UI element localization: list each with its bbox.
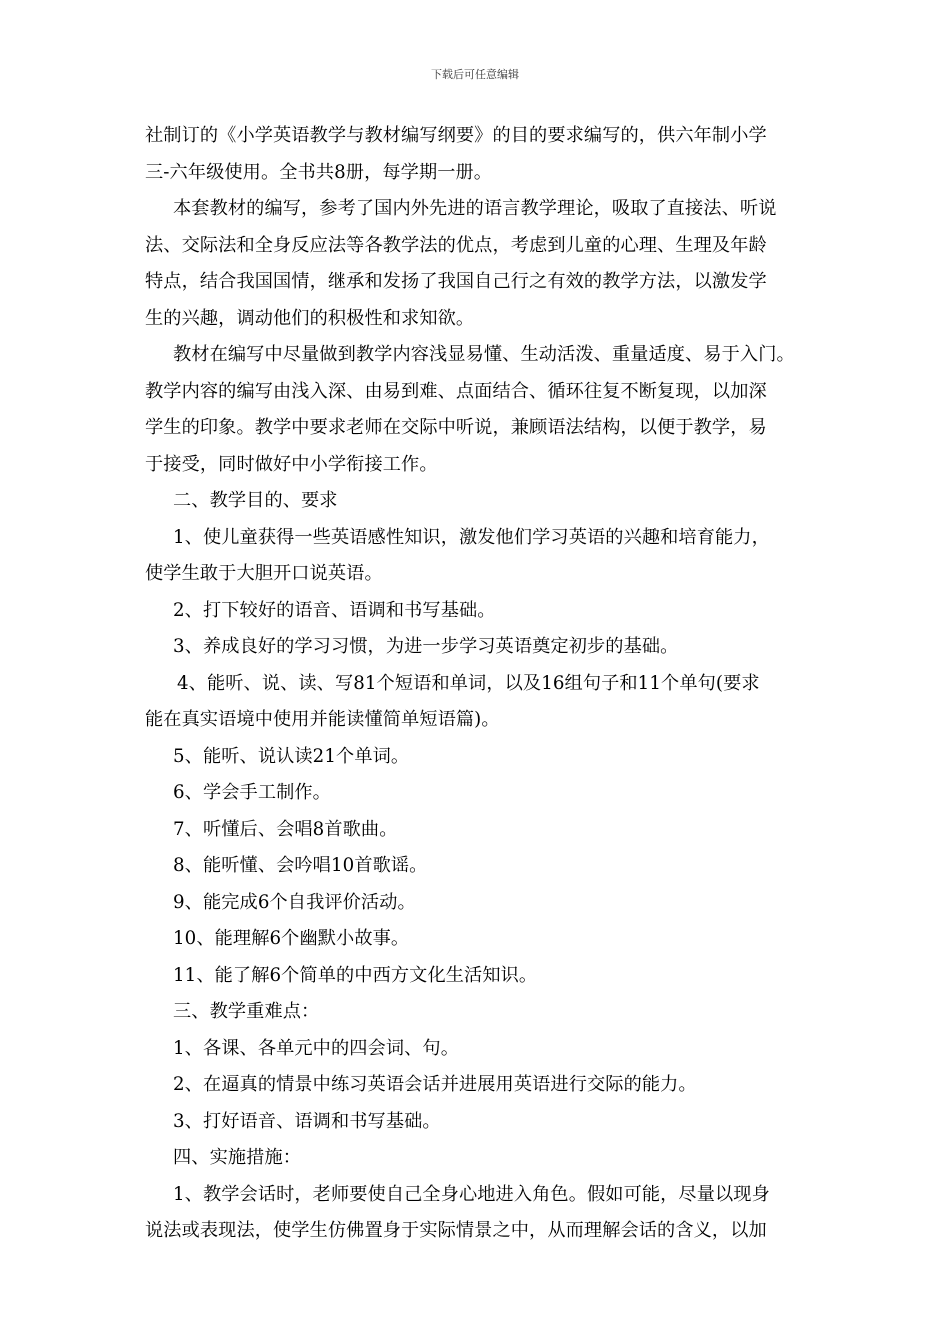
list-item: 5、能听、说认读21个单词。 — [173, 745, 410, 767]
text-line: 于接受，同时做好中小学衔接工作。 — [145, 453, 438, 475]
text-line: 特点，结合我国国情，继承和发扬了我国自己行之有效的教学方法，以激发学 — [145, 271, 767, 292]
text-line: 学生的印象。教学中要求老师在交际中听说，兼顾语法结构，以便于教学，易 — [145, 417, 767, 438]
text-line: 说法或表现法，使学生仿佛置身于实际情景之中，从而理解会话的含义，以加 — [145, 1220, 767, 1241]
list-item: 1、教学会话时，老师要使自己全身心地进入角色。假如可能，尽量以现身 — [173, 1183, 770, 1205]
list-item: 4、能听、说、读、写81个短语和单词，以及16组句子和11个单句(要求 — [177, 672, 760, 694]
text-line: 法、交际法和全身反应法等各教学法的优点，考虑到儿童的心理、生理及年龄 — [145, 234, 767, 256]
page-header: 下载后可任意编辑 — [431, 68, 519, 81]
text-line: 教材在编写中尽量做到教学内容浅显易懂、生动活泼、重量适度、易于入门。 — [173, 344, 795, 365]
text-line: 能在真实语境中使用并能读懂简单短语篇)。 — [145, 709, 500, 730]
text-line: 教学内容的编写由浅入深、由易到难、点面结合、循环往复不断复现，以加深 — [145, 380, 767, 402]
list-item: 6、学会手工制作。 — [173, 782, 331, 803]
section-heading: 四、实施措施： — [173, 1147, 302, 1168]
list-item: 7、听懂后、会唱8首歌曲。 — [173, 818, 398, 840]
text-line: 生的兴趣，调动他们的积极性和求知欲。 — [145, 307, 475, 329]
list-item: 1、各课、各单元中的四会词、句。 — [173, 1037, 459, 1059]
list-item: 2、打下较好的语音、语调和书写基础。 — [173, 599, 496, 621]
section-heading: 二、教学目的、要求 — [173, 490, 338, 511]
list-item: 1、使儿童获得一些英语感性知识，激发他们学习英语的兴趣和培育能力， — [173, 526, 770, 548]
text-line: 本套教材的编写，参考了国内外先进的语言教学理论，吸取了直接法、听说 — [173, 198, 777, 219]
section-heading: 三、教学重难点： — [173, 1001, 320, 1022]
list-item: 2、在逼真的情景中练习英语会话并进展用英语进行交际的能力。 — [173, 1074, 697, 1095]
text-line: 三-六年级使用。全书共8册，每学期一册。 — [145, 161, 493, 183]
document-body — [145, 118, 815, 1250]
list-item: 3、打好语音、语调和书写基础。 — [173, 1110, 441, 1132]
list-item: 9、能完成6个自我评价活动。 — [173, 891, 416, 913]
list-item: 3、养成良好的学习习惯，为进一步学习英语奠定初步的基础。 — [173, 636, 679, 657]
list-item: 11、能了解6个简单的中西方文化生活知识。 — [173, 964, 538, 986]
text-line: 社制订的《小学英语教学与教材编写纲要》的目的要求编写的，供六年制小学 — [145, 125, 767, 146]
list-item: 8、能听懂、会吟唱10首歌谣。 — [173, 855, 428, 876]
list-item: 10、能理解6个幽默小故事。 — [173, 928, 410, 949]
text-line: 使学生敢于大胆开口说英语。 — [145, 563, 383, 584]
